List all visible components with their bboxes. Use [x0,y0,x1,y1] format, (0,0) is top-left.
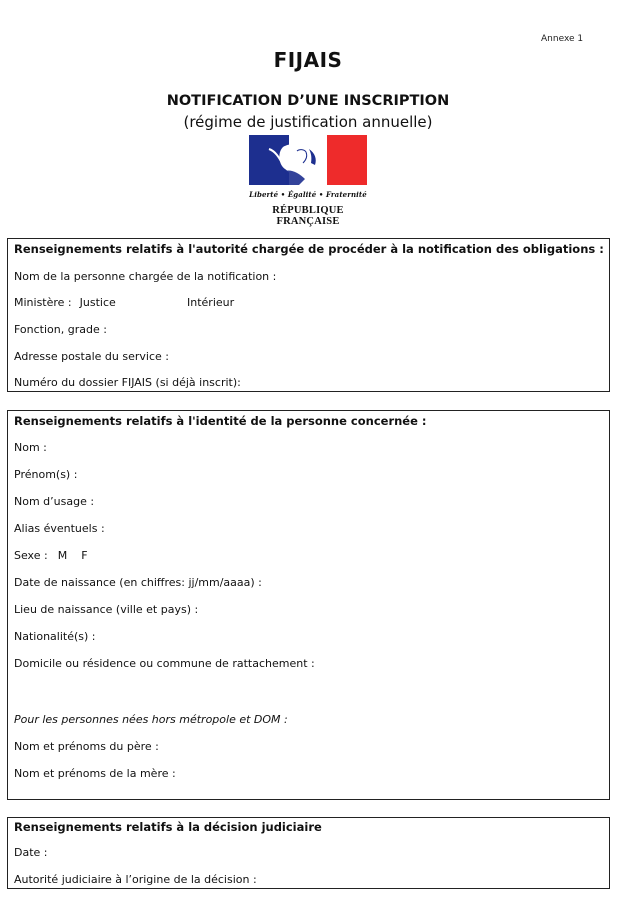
ministry-label: Ministère : [14,296,72,309]
nationality-label: Nationalité(s) : [14,630,96,643]
sex-field [14,549,88,562]
decision-section-heading: Renseignements relatifs à la décision judiciaire [14,820,322,834]
aliases-label: Alias éventuels : [14,522,105,535]
mother-name-label: Nom et prénoms de la mère : [14,767,176,780]
sex-label: Sexe : [14,549,48,562]
born-abroad-note: Pour les personnes nées hors métropole et DOM : [14,713,288,726]
authority-section [7,238,610,392]
sex-option-f[interactable]: F [81,549,88,562]
father-name-label: Nom et prénoms du père : [14,740,159,753]
birth-place-label: Lieu de naissance (ville et pays) : [14,603,199,616]
function-label: Fonction, grade : [14,323,107,336]
document-regime: (régime de justification annuelle) [183,113,433,131]
fijais-file-number-label: Numéro du dossier FIJAIS (si déjà inscrit): [14,376,241,389]
marianne-logo [249,135,367,227]
ministry-option-justice[interactable]: Justice [79,296,116,309]
first-names-label: Prénom(s) : [14,468,78,481]
republic-name: RÉPUBLIQUE FRANÇAISE [272,205,344,227]
notifier-name-label: Nom de la personne chargée de la notification : [14,270,277,283]
domicile-label: Domicile ou résidence ou commune de rattachement : [14,657,315,670]
annex-label: Annexe 1 [541,34,584,44]
birth-date-label: Date de naissance (en chiffres: jj/mm/aaaa) : [14,576,262,589]
marianne-flag-icon [249,135,367,185]
republic-motto: Liberté • Égalité • Fraternité [249,190,367,199]
last-name-label: Nom : [14,441,47,454]
usage-name-label: Nom d’usage : [14,495,95,508]
decision-date-label: Date : [14,846,48,859]
authority-section-heading: Renseignements relatifs à l'autorité chargée de procéder à la notification des obligations : [14,242,604,256]
identity-section [7,410,610,800]
ministry-option-interior[interactable]: Intérieur [187,296,235,309]
decision-authority-label: Autorité judiciaire à l’origine de la décision : [14,873,257,886]
decision-section [7,817,610,889]
ministry-field [14,296,116,309]
postal-address-label: Adresse postale du service : [14,350,169,363]
document-subtitle: NOTIFICATION D’UNE INSCRIPTION [166,93,450,109]
identity-section-heading: Renseignements relatifs à l'identité de la personne concernée : [14,414,427,428]
sex-option-m[interactable]: M [57,549,68,562]
document-title: FIJAIS [273,48,343,72]
